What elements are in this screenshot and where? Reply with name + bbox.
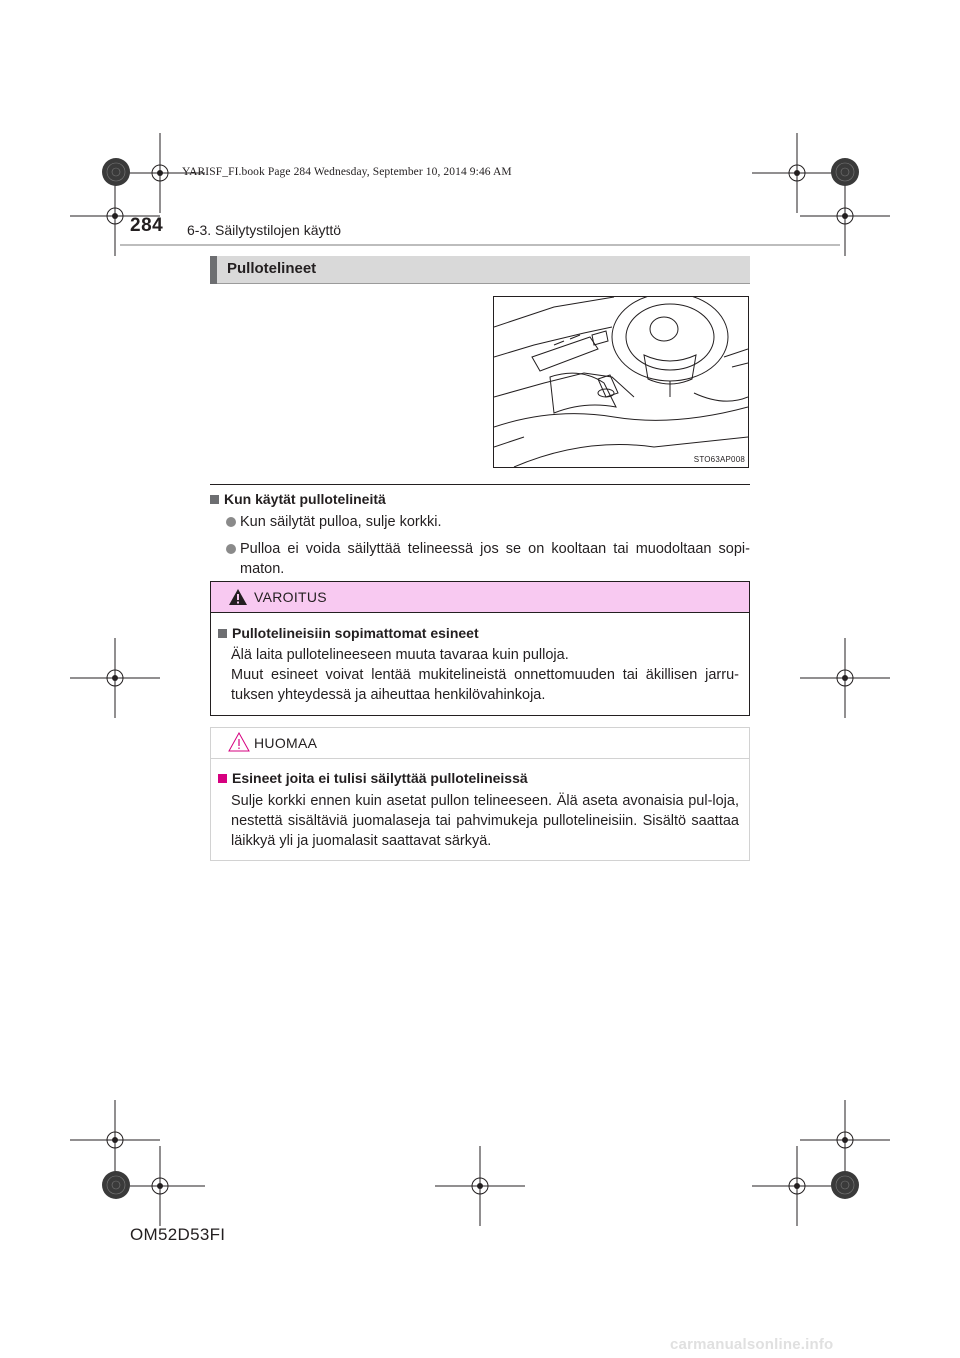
warning-title — [218, 625, 479, 641]
notice-box — [210, 727, 750, 861]
figure-code: STO63AP008 — [693, 455, 745, 464]
section-marker — [210, 256, 217, 284]
list-item-text: Kun säilytät pulloa, sulje korkki. — [240, 514, 442, 530]
warning-body — [231, 645, 739, 705]
list-item-text: Pulloa ei voida säilyttää telineessä jos se on kooltaan tai muodoltaan sopi-maton. — [240, 541, 750, 577]
watermark: carmanualsonline.info — [670, 1336, 834, 1353]
warning-header — [211, 582, 749, 613]
notice-body: Sulje korkki ennen kuin asetat pullon telineeseen. Älä aseta avonaisia pul-loja, nestettä sisältäviä juomalaseja tai pahvimukeja pullotelineisiin. Sisältö saattaa läikkyä yli ja juomalasit saattavat särkyä. — [231, 793, 739, 849]
usage-title: Kun käytät pullotelineitä — [224, 491, 386, 507]
footer-code: OM52D53FI — [130, 1225, 226, 1244]
list-item — [226, 539, 750, 579]
warning-triangle-icon — [228, 588, 248, 606]
warning-title-text: Pullotelineisiin sopimattomat esineet — [232, 625, 479, 641]
dashboard-line-drawing — [494, 297, 748, 467]
notice-label: HUOMAA — [254, 735, 318, 751]
cup-holder-illustration — [493, 296, 749, 468]
square-bullet-icon — [210, 495, 219, 504]
color-target-disc-icon — [830, 157, 860, 187]
registration-mark-icon — [435, 1146, 525, 1226]
warning-box — [210, 581, 750, 716]
notice-title-text: Esineet joita ei tulisi säilyttää pullotelineissä — [232, 770, 528, 786]
color-target-disc-icon — [830, 1170, 860, 1200]
caution-outline-triangle-icon — [228, 732, 250, 752]
section-title: Pullotelineet — [227, 260, 317, 277]
color-target-disc-icon — [101, 1170, 131, 1200]
round-bullet-icon — [226, 544, 236, 554]
warning-body-line: Muut esineet voivat lentää mukitelineistä onnettomuuden tai äkillisen jarru-tuksen yhteydessä ja aiheuttaa henkilövahinkoja. — [231, 667, 739, 703]
page-number: 284 — [130, 215, 164, 236]
running-head: 6-3. Säilytystilojen käyttö — [187, 222, 342, 238]
registration-mark-icon — [752, 1146, 842, 1226]
section-heading-bar — [210, 256, 750, 284]
warning-label: VAROITUS — [254, 589, 327, 605]
registration-mark-icon — [800, 638, 890, 718]
separator-rule — [210, 484, 750, 485]
registration-mark-icon — [752, 133, 842, 213]
color-target-disc-icon — [101, 157, 131, 187]
registration-mark-icon — [70, 638, 160, 718]
warning-body-line: Älä laita pullotelineeseen muuta tavaraa kuin pulloja. — [231, 647, 569, 663]
round-bullet-icon — [226, 517, 236, 527]
print-slug: YARISF_FI.book Page 284 Wednesday, September 10, 2014 9:46 AM — [182, 166, 512, 178]
usage-subheading — [210, 491, 386, 507]
header-rule — [120, 244, 840, 246]
square-bullet-icon — [218, 629, 227, 638]
list-item — [226, 512, 750, 532]
notice-title — [218, 770, 528, 786]
notice-header — [211, 728, 749, 759]
square-bullet-icon — [218, 774, 227, 783]
